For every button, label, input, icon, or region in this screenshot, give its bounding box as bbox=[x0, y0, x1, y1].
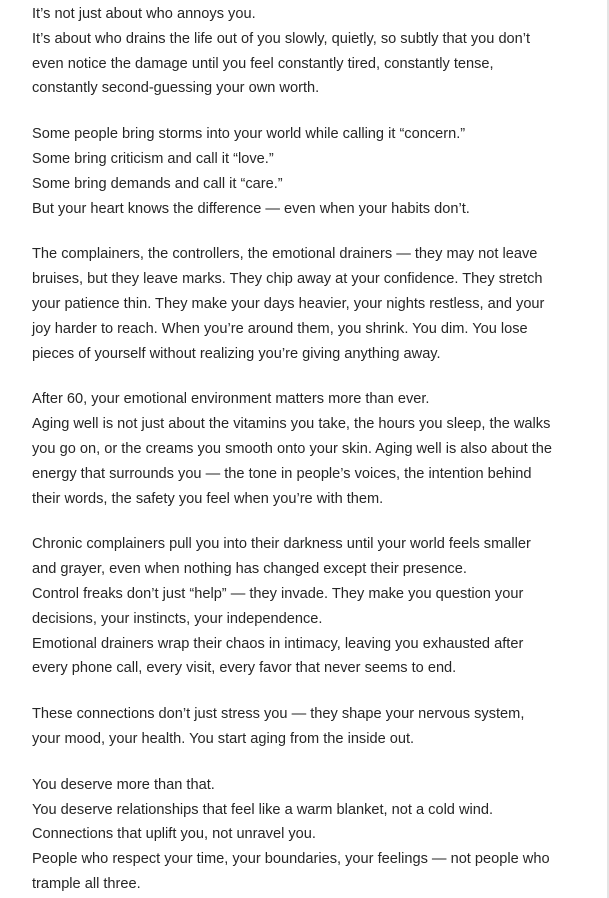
paragraph-2 bbox=[32, 122, 592, 221]
text-line: Chronic complainers pull you into their darkness until your world feels smaller bbox=[32, 536, 531, 553]
text-line: Some bring demands and call it “care.” bbox=[32, 175, 283, 192]
paragraph-1 bbox=[32, 2, 592, 101]
text-line: The complainers, the controllers, the emotional drainers — they may not leave bbox=[32, 246, 538, 263]
text-line: Some bring criticism and call it “love.” bbox=[32, 150, 274, 167]
text-line: pieces of yourself without realizing you’re giving anything away. bbox=[32, 345, 441, 362]
text-line: It’s about who drains the life out of you slowly, quietly, so subtly that you don’t bbox=[32, 30, 531, 47]
text-line: and grayer, even when nothing has changed except their presence. bbox=[32, 561, 467, 578]
text-line: After 60, your emotional environment matters more than ever. bbox=[32, 391, 430, 408]
text-line: Connections that uplift you, not unravel you. bbox=[32, 826, 316, 843]
text-line: their words, the safety you feel when you’re with them. bbox=[32, 490, 384, 507]
text-line: even notice the damage until you feel constantly tired, constantly tense, bbox=[32, 55, 494, 72]
text-line: These connections don’t just stress you — they shape your nervous system, bbox=[32, 706, 525, 723]
paragraph-7 bbox=[32, 773, 592, 897]
paragraph-5 bbox=[32, 532, 592, 681]
text-line: your mood, your health. You start aging from the inside out. bbox=[32, 730, 415, 747]
text-line: It’s not just about who annoys you. bbox=[32, 6, 256, 22]
text-line: decisions, your instincts, your independence. bbox=[32, 610, 323, 627]
paragraph-3 bbox=[32, 242, 592, 366]
text-line: your patience thin. They make your days heavier, your nights restless, and your bbox=[32, 295, 545, 312]
text-line: energy that surrounds you — the tone in people’s voices, the intention behind bbox=[32, 465, 532, 482]
text-line: But your heart knows the difference — even when your habits don’t. bbox=[32, 200, 470, 217]
text-line: You deserve relationships that feel like a warm blanket, not a cold wind. bbox=[32, 801, 494, 818]
text-line: constantly second-guessing your own worth. bbox=[32, 80, 320, 97]
text-line: Emotional drainers wrap their chaos in intimacy, leaving you exhausted after bbox=[32, 635, 524, 652]
text-line: Control freaks don’t just “help” — they invade. They make you question your bbox=[32, 585, 524, 602]
paragraph-6 bbox=[32, 702, 592, 752]
text-line: bruises, but they leave marks. They chip away at your confidence. They stretch bbox=[32, 271, 543, 288]
text-line: every phone call, every visit, every favor that never seems to end. bbox=[32, 660, 457, 677]
text-line: Aging well is not just about the vitamins you take, the hours you sleep, the walks bbox=[32, 416, 551, 433]
text-line: trample all three. bbox=[32, 875, 141, 892]
text-line: People who respect your time, your boundaries, your feelings — not people who bbox=[32, 851, 550, 868]
article-body bbox=[32, 2, 592, 898]
text-line: Some people bring storms into your world while calling it “concern.” bbox=[32, 126, 466, 143]
text-line: you go on, or the creams you smooth onto your skin. Aging well is also about the bbox=[32, 440, 552, 457]
paragraph-4 bbox=[32, 387, 592, 511]
text-line: You deserve more than that. bbox=[32, 776, 215, 793]
text-line: joy harder to reach. When you’re around them, you shrink. You dim. You lose bbox=[32, 320, 528, 337]
